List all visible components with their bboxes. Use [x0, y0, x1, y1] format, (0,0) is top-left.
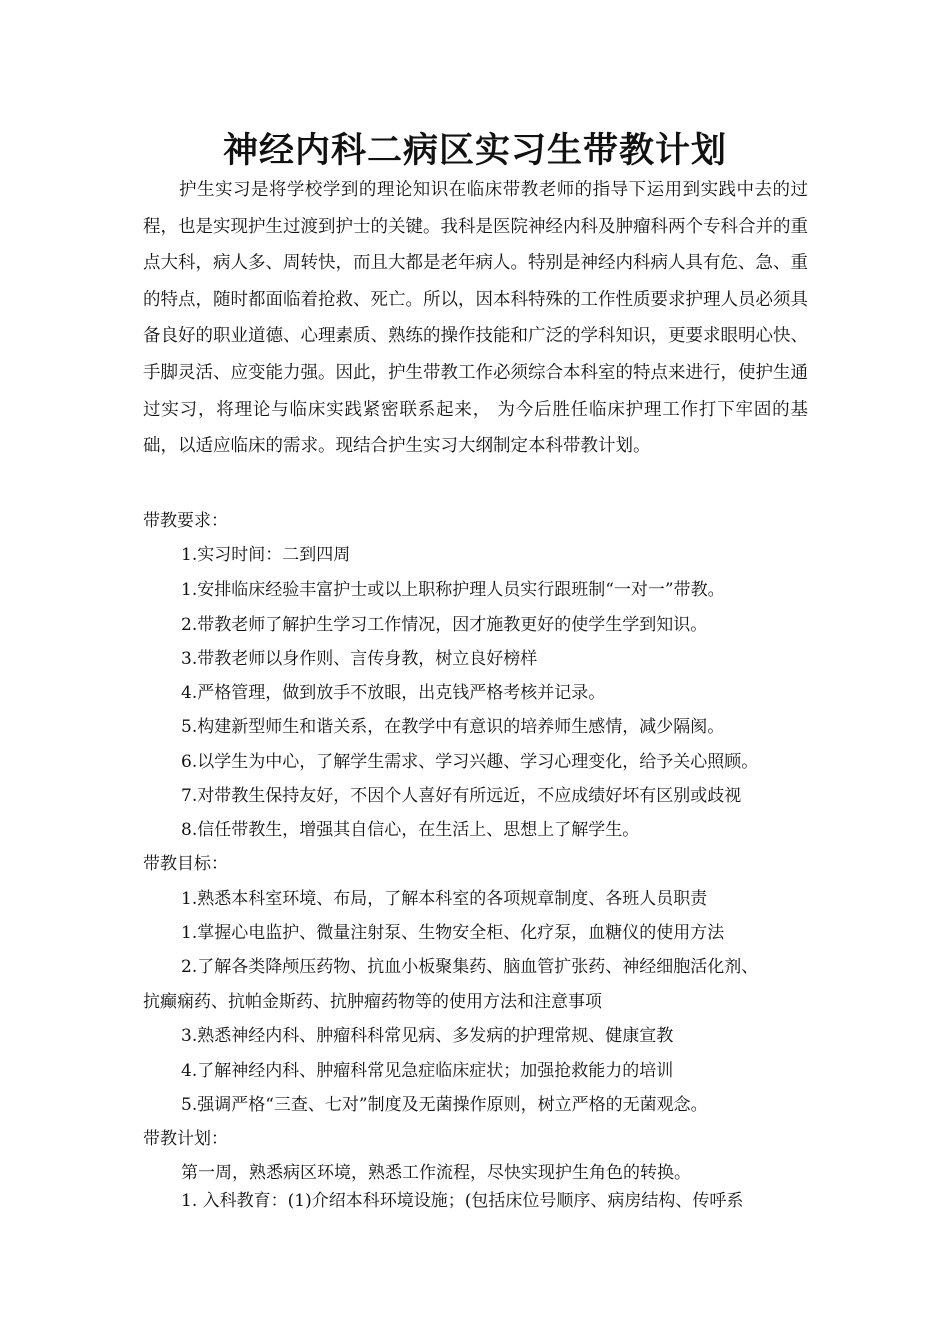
- document-title: 神经内科二病区实习生带教计划: [222, 131, 727, 171]
- plan-heading: 带教计划：: [143, 1129, 228, 1149]
- requirement-item: 1.实习时间：二到四周: [181, 545, 351, 565]
- goal-item: 5.强调严格“三查、七对”制度及无菌操作原则，树立严格的无菌观念。: [181, 1095, 708, 1115]
- requirements-heading: 带教要求：: [143, 511, 228, 531]
- plan-item: 1. 入科教育：(1)介绍本科环境设施；(包括床位号顺序、病房结构、传呼系: [181, 1191, 744, 1211]
- requirement-item: 5.构建新型师生和谐关系，在教学中有意识的培养师生感情，减少隔阂。: [181, 717, 725, 737]
- goal-item: 2.了解各类降颅压药物、抗血小板聚集药、脑血管扩张药、神经细胞活化剂、: [181, 957, 759, 977]
- goal-item: 1.熟悉本科室环境、布局，了解本科室的各项规章制度、各班人员职责: [181, 889, 708, 909]
- goal-item-continuation: 抗癫痫药、抗帕金斯药、抗肿瘤药物等的使用方法和注意事项: [143, 992, 602, 1012]
- requirement-item: 8.信任带教生，增强其自信心，在生活上、思想上了解学生。: [181, 820, 640, 840]
- requirement-item: 3.带教老师以身作则、言传身教，树立良好榜样: [181, 649, 538, 669]
- requirement-item: 2.带教老师了解护生学习工作情况，因才施教更好的使学生学到知识。: [181, 615, 708, 635]
- requirement-item: 6.以学生为中心，了解学生需求、学习兴趣、学习心理变化，给予关心照顾。: [181, 752, 759, 772]
- plan-item: 第一周，熟悉病区环境，熟悉工作流程，尽快实现护生角色的转换。: [181, 1163, 691, 1183]
- requirement-item: 1.安排临床经验丰富护士或以上职称护理人员实行跟班制“一对一”带教。: [181, 580, 725, 600]
- intro-paragraph: 护生实习是将学校学到的理论知识在临床带教老师的指导下运用到实践中去的过程，也是实现护生过渡到护士的关键。我科是医院神经内科及肿瘤科两个专科合并的重点大科，病人多、周转快，而且大都是老年病人。特别是神经内科病人具有危、急、重的特点，随时都面临着抢救、死亡。所以，因本科特殊的工作性质要求护理人员必须具备良好的职业道德、心理素质、熟练的操作技能和广泛的学科知识，更要求眼明心快、手脚灵活、应变能力强。因此，护生带教工作必须综合本科室的特点来进行，使护生通过实习，将理论与临床实践紧密联系起来， 为今后胜任临床护理工作打下牢固的基础，以适应临床的需求。现结合护生实习大纲制定本科带教计划。: [143, 180, 808, 457]
- goals-heading: 带教目标：: [143, 854, 228, 874]
- requirement-item: 4.严格管理，做到放手不放眼，出克钱严格考核并记录。: [181, 683, 606, 703]
- goal-item: 4.了解神经内科、肿瘤科常见急症临床症状；加强抢救能力的培训: [181, 1061, 674, 1081]
- requirement-item: 7.对带教生保持友好，不因个人喜好有所远近，不应成绩好坏有区别或歧视: [181, 786, 742, 806]
- goal-item: 3.熟悉神经内科、肿瘤科科常见病、多发病的护理常规、健康宣教: [181, 1026, 674, 1046]
- goal-item: 1.掌握心电监护、微量注射泵、生物安全柜、化疗泵，血糖仪的使用方法: [181, 923, 725, 943]
